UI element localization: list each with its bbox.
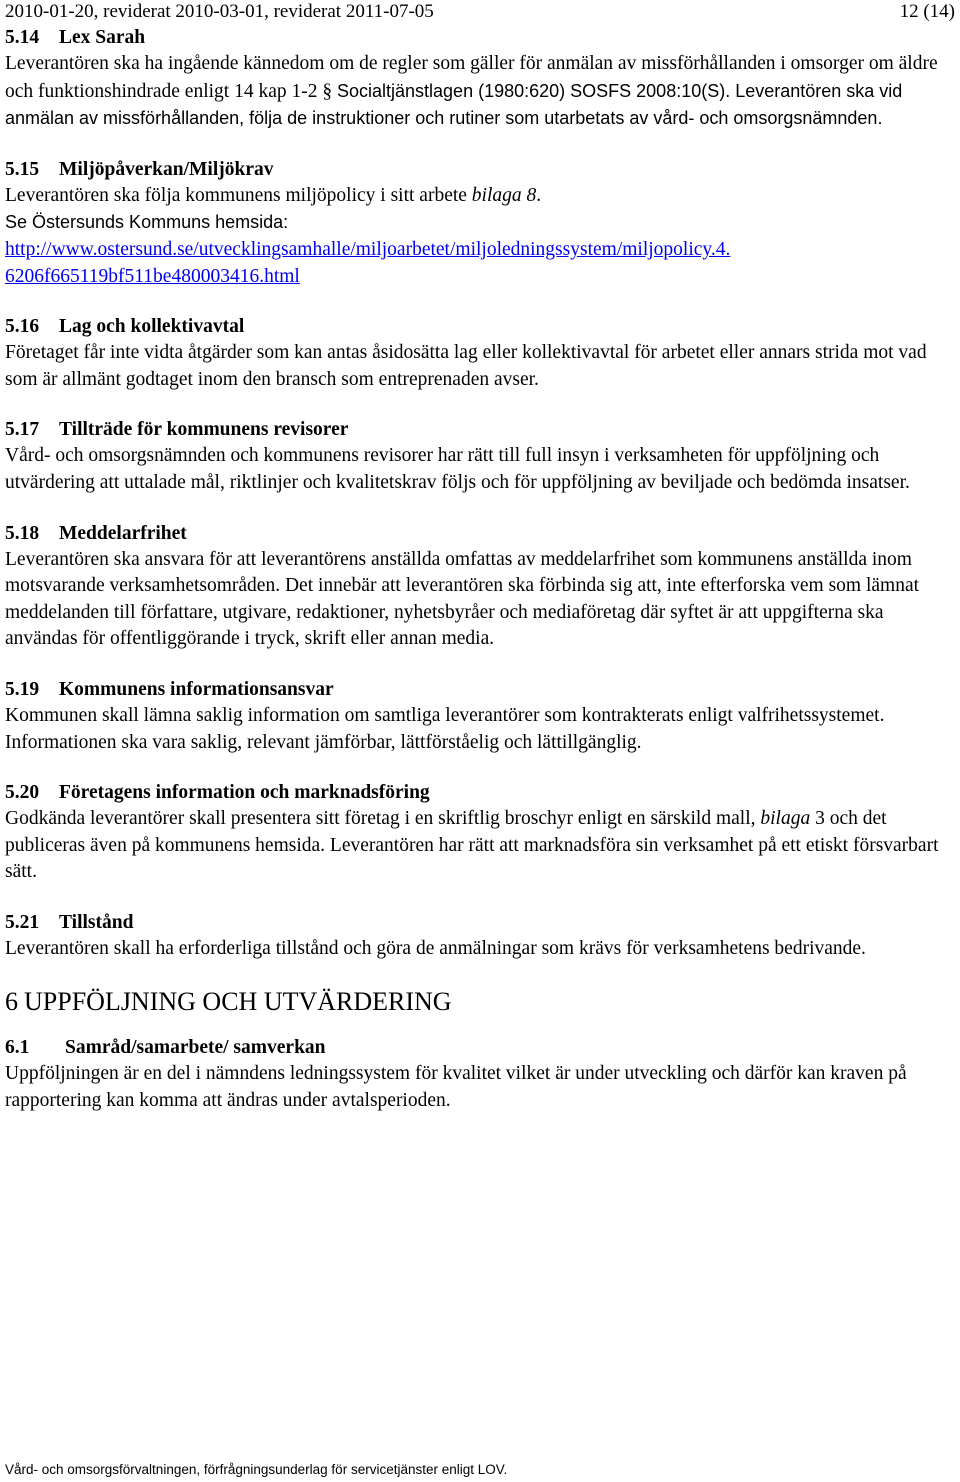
section-5-19 — [5, 676, 955, 756]
section-text — [5, 183, 955, 210]
section-heading — [5, 779, 955, 806]
section-heading — [5, 520, 955, 547]
section-title: Tillträde för kommunens revisorer — [59, 419, 349, 441]
section-number: 5.15 — [5, 158, 40, 180]
text-fragment: Se Östersunds Kommuns hemsida: — [5, 212, 289, 233]
text-fragment: Socialtjänstlagen (1980:620) SOSFS 2008:10(S). Leverantören ska vid anmälan av missförhållanden, följa de instruktioner och rutiner som utarbetats av vård- och omsorgsnämnden. — [5, 80, 903, 129]
environment-policy-link[interactable] — [5, 237, 955, 290]
link-line[interactable]: 6206f665119bf511be480003416.html — [5, 265, 300, 287]
section-number: 5.19 — [5, 678, 40, 700]
section-6-1 — [5, 1034, 955, 1114]
link-line[interactable]: http://www.ostersund.se/utvecklingsamhalle/miljoarbetet/miljoledningssystem/miljopolicy.4. — [5, 238, 731, 260]
section-title: Samråd/samarbete/ samverkan — [65, 1037, 326, 1059]
text-fragment: . — [536, 184, 542, 206]
section-heading — [5, 1034, 955, 1061]
section-5-17 — [5, 416, 955, 496]
section-number: 5.18 — [5, 522, 40, 544]
section-heading — [5, 24, 955, 51]
section-number: 5.14 — [5, 27, 40, 48]
section-text: Företaget får inte vidta åtgärder som kan antas åsidosätta lag eller kollektivavtal för arbetet eller annars strida mot vad som är allmänt godtaget inom den bransch som entreprenaden avser. — [5, 342, 927, 390]
page-header — [5, 0, 955, 24]
section-text: Kommunen skall lämna saklig information om samtliga leverantörer som kontrakterats enligt valfrihetssystemet. Informationen ska vara saklig, relevant jämförbar, lättförståelig och lättillgänglig. — [5, 704, 885, 753]
section-number: 6.1 — [5, 1037, 30, 1059]
section-5-20 — [5, 779, 955, 886]
section-heading — [5, 416, 955, 443]
page-number: 12 (14) — [899, 1, 955, 22]
section-text: Vård- och omsorgsnämnden och kommunens revisorer har rätt till full insyn i verksamheten för uppföljning och utvärdering att uttalade mål, riktlinjer och kvalitetskrav följs och för uppföljning av beviljade och bedömda insatser. — [5, 445, 910, 493]
section-5-18 — [5, 520, 955, 653]
section-5-14 — [5, 24, 955, 133]
section-5-15 — [5, 156, 955, 290]
section-text: Uppföljningen är en del i nämndens ledningssystem för kvalitet vilket är under utveckling och därför kan kraven på rapportering kan komma att ändras under avtalsperioden. — [5, 1063, 907, 1112]
page-footer: Vård- och omsorgsförvaltningen, förfrågningsunderlag för servicetjänster enligt LOV. — [5, 1462, 508, 1477]
appendix-reference: bilaga 8 — [471, 184, 537, 206]
section-text: Leverantören ska ansvara för att leverantörens anställda omfattas av meddelarfrihet som kommunens anställda inom motsvarande verksamhetsområden. Det innebär att leverantören ska förbinda sig att, inte efterforska vem som lämnat meddelanden till författare, utgivare, redaktioner, nyhetsbyråer och mediaföretag där syftet är att uppgifterna ska användas för offentliggörande i tryck, skrift eller annan media. — [5, 548, 920, 650]
text-fragment: Leverantören ska ha ingående kännedom om de regler som gäller för anmälan av missförhållanden i omsorger om äldre och funktionshindrade enligt 14 kap 1-2 § — [5, 53, 938, 102]
section-heading — [5, 156, 955, 183]
section-title: Kommunens informationsansvar — [59, 678, 334, 700]
section-text: Leverantören skall ha erforderliga tillstånd och göra de anmälningar som krävs för verksamhetens bedrivande. — [5, 937, 866, 959]
section-number: 5.16 — [5, 316, 40, 338]
section-heading — [5, 313, 955, 340]
revision-date: 2010-01-20, reviderat 2010-03-01, reviderat 2011-07-05 — [5, 1, 434, 22]
section-title: Företagens information och marknadsföring — [59, 782, 430, 804]
section-heading — [5, 676, 955, 703]
chapter-number: 6 — [5, 987, 18, 1017]
section-number: 5.17 — [5, 419, 40, 441]
section-title: Lag och kollektivavtal — [59, 316, 245, 338]
chapter-title: UPPFÖLJNING OCH UTVÄRDERING — [24, 987, 452, 1017]
section-text — [5, 806, 955, 886]
text-fragment: 3 och det publiceras även på kommunens hemsida. Leverantören har rätt att marknadsföra sin verksamhet på ett etiskt försvarbart sätt. — [5, 808, 939, 883]
section-text — [5, 51, 955, 133]
section-title: Meddelarfrihet — [59, 522, 187, 544]
chapter-heading — [5, 985, 955, 1019]
section-5-16 — [5, 313, 955, 393]
document-page — [5, 0, 955, 1138]
section-title: Lex Sarah — [59, 27, 146, 48]
section-title: Miljöpåverkan/Miljökrav — [59, 158, 274, 180]
section-5-21 — [5, 909, 955, 963]
section-heading — [5, 909, 955, 936]
text-fragment: Godkända leverantörer skall presentera sitt företag i en skriftlig broschyr enligt en särskild mall, — [5, 808, 756, 830]
appendix-reference: bilaga — [760, 808, 811, 830]
text-fragment: Leverantören ska följa kommunens miljöpolicy i sitt arbete — [5, 184, 467, 206]
section-number: 5.20 — [5, 782, 40, 804]
homepage-note — [5, 209, 955, 237]
section-number: 5.21 — [5, 911, 40, 933]
section-title: Tillstånd — [59, 911, 134, 933]
